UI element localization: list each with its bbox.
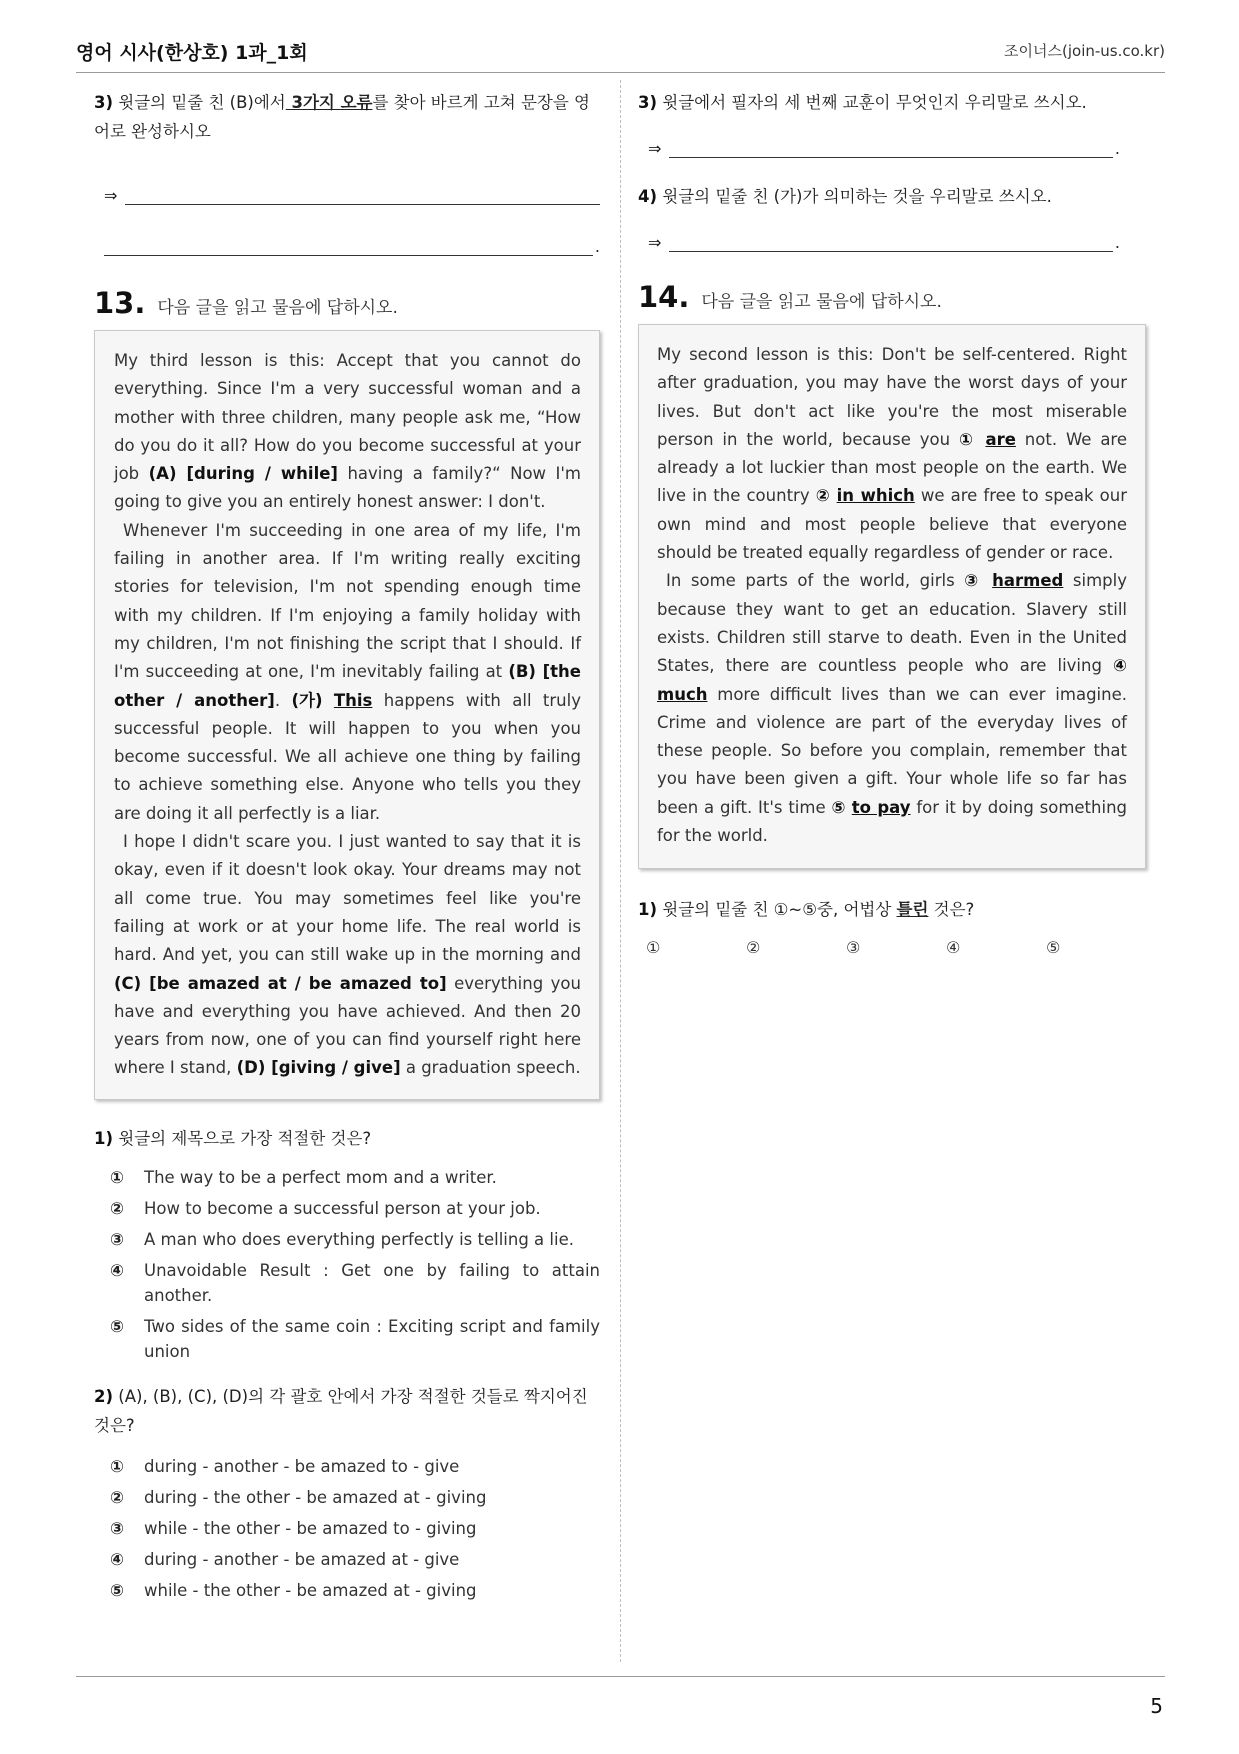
answer-period: . xyxy=(1114,139,1120,158)
question-3-prev xyxy=(94,88,600,146)
answer-line-4[interactable] xyxy=(648,231,1120,252)
question-text: 윗글의 밑줄 친 (B)에서 xyxy=(113,93,286,112)
choices-13-2 xyxy=(110,1454,600,1603)
choice-2[interactable]: ② How to become a successful person at your job. xyxy=(110,1198,541,1218)
question-number: 3) xyxy=(94,93,114,112)
choices-13-1 xyxy=(110,1165,600,1364)
question-13-4 xyxy=(638,182,1146,211)
answer-line-3[interactable] xyxy=(648,137,1120,158)
question-text: 윗글의 밑줄 친 ①~⑤중, 어법상 xyxy=(657,900,897,920)
choices-14-1 xyxy=(646,938,1146,957)
question-13-1 xyxy=(94,1124,600,1153)
passage-14 xyxy=(638,324,1146,869)
question-13-header xyxy=(94,286,600,320)
passage-paragraph-2: Whenever I'm succeeding in one area of my life, I'm failing in another area. If I'm writing really exciting stories for television, I'm not spending enough time with my children. If I'm enjoying a family holiday with my children, I'm not finishing the script that I should. If I'm succeeding at one, I'm inevitably failing at (B) [the other / another]. (가) This happens with all truly successful people. It will happen to you when you become successful. We all achieve one thing by failing to achieve something else. Anyone who tells you they are doing it all perfectly is a liar. xyxy=(114,520,581,823)
underlined-word-5: to pay xyxy=(851,797,911,817)
marker-ga: (가) xyxy=(291,690,323,710)
circled-1-icon: ① xyxy=(958,429,977,449)
question-text: (A), (B), (C), (D)의 각 괄호 안에서 가장 적절한 것들로 짝지어진 것은? xyxy=(94,1386,588,1435)
arrow-icon: ⇒ xyxy=(648,139,662,158)
arrow-icon: ⇒ xyxy=(648,233,662,252)
underlined-word-4: much xyxy=(657,684,708,704)
choice-3[interactable]: ③ A man who does everything perfectly is telling a lie. xyxy=(110,1229,574,1249)
question-14-header xyxy=(638,280,1146,314)
circled-5-icon: ⑤ xyxy=(831,797,846,817)
question-13-3 xyxy=(638,88,1146,117)
choice-4[interactable]: ④ xyxy=(946,938,961,958)
answer-blank[interactable] xyxy=(669,137,1113,158)
passage-paragraph-2: In some parts of the world, girls ③ harmed simply because they want to get an education. Slavery still exists. Children still starve to death. Even in the United States, there are countless people who are living ④ much more difficult lives than we can ever imagine. Crime and violence are part of the everyday lives of these people. So before you complain, remember that you have been given a gift. Your whole life so far has been a gift. It's time ⑤ to pay for it by doing something for the world. xyxy=(657,571,1127,846)
blank-C: (C) [be amazed at / be amazed to] xyxy=(114,973,447,993)
blank-A: (A) [during / while] xyxy=(148,464,338,484)
circled-2-icon: ② xyxy=(815,486,831,506)
question-number: 4) xyxy=(638,187,658,206)
right-column xyxy=(638,88,1146,957)
answer-period: . xyxy=(594,237,600,256)
question-number: 2) xyxy=(94,1386,114,1406)
underlined-word-3: harmed xyxy=(992,571,1064,591)
underlined-this: This xyxy=(333,690,373,710)
choice-3[interactable]: ③ xyxy=(846,938,861,958)
choice-1[interactable]: ① The way to be a perfect mom and a writer. xyxy=(110,1167,497,1187)
passage-13 xyxy=(94,330,600,1100)
site-name: 조이너스(join-us.co.kr) xyxy=(1004,42,1165,60)
underlined-word-1: are xyxy=(985,429,1016,449)
circled-3-icon: ③ xyxy=(964,571,983,591)
answer-line-1[interactable] xyxy=(104,184,600,205)
question-number-13: 13. xyxy=(94,286,146,320)
passage-paragraph-1: My second lesson is this: Don't be self-centered. Right after graduation, you may have the worst days of your lives. But don't act like you're the most miserable person in the world, because you ① are not. We are already a lot luckier than most people on the earth. We live in the country ② in which we are free to speak our own mind and most people believe that everyone should be treated equally regardless of gender or race. xyxy=(657,345,1128,563)
footer-line xyxy=(76,1676,1165,1677)
question-text: 윗글의 밑줄 친 (가)가 의미하는 것을 우리말로 쓰시오. xyxy=(657,187,1052,206)
choice-5[interactable]: ⑤ Two sides of the same coin : Exciting script and family union xyxy=(110,1316,600,1361)
page-header xyxy=(76,38,1165,73)
choice-3[interactable]: ③ while - the other - be amazed to - giving xyxy=(110,1518,477,1538)
question-text-end: 를 찾아 바르게 고쳐 문장을 영어로 완성하시오 xyxy=(94,93,590,141)
answer-blank[interactable] xyxy=(125,184,600,205)
choice-1[interactable]: ① xyxy=(646,938,661,958)
question-14-1 xyxy=(638,895,1146,924)
choice-2[interactable]: ② during - the other - be amazed at - giving xyxy=(110,1487,487,1507)
choice-4[interactable]: ④ Unavoidable Result : Get one by failing to attain another. xyxy=(110,1260,600,1305)
emphasis-text: 틀린 xyxy=(896,900,929,920)
circled-4-icon: ④ xyxy=(1113,656,1127,676)
question-number: 3) xyxy=(638,93,658,112)
question-number: 1) xyxy=(638,900,658,920)
passage-paragraph-1: My third lesson is this: Accept that you cannot do everything. Since I'm a very successful woman and a mother with three children, many people ask me, “How do you do it all? How do you become successful at your job (A) [during / while] having a family?“ Now I'm going to give you an entirely honest answer: I don't. xyxy=(114,351,581,512)
question-text: 윗글의 제목으로 가장 적절한 것은? xyxy=(113,1128,372,1148)
page-number: 5 xyxy=(1150,1694,1163,1718)
column-divider xyxy=(620,80,621,1662)
question-number: 1) xyxy=(94,1128,114,1148)
instruction-text: 다음 글을 읽고 물음에 답하시오. xyxy=(701,292,942,312)
question-text-end: 것은? xyxy=(928,900,975,920)
answer-blank[interactable] xyxy=(669,231,1113,252)
choice-5[interactable]: ⑤ xyxy=(1046,938,1061,958)
blank-B: (B) [the other / another] xyxy=(114,662,581,710)
choice-4[interactable]: ④ during - another - be amazed at - give xyxy=(110,1549,460,1569)
arrow-icon: ⇒ xyxy=(104,186,118,205)
question-text: 윗글에서 필자의 세 번째 교훈이 무엇인지 우리말로 쓰시오. xyxy=(657,93,1087,112)
passage-paragraph-3: I hope I didn't scare you. I just wanted to say that it is okay, even if it doesn't look okay. Your dreams may not all come true. You may sometimes feel like you're failing at work or at your home life. The real world is hard. And yet, you can still wake up in the morning and (C) [be amazed at / be amazed to] everything you have and everything you have achieved. And then 20 years from now, one of you can find yourself right here where I stand, (D) [giving / give] a graduation speech. xyxy=(114,832,581,1078)
question-13-2 xyxy=(94,1382,600,1440)
choice-1[interactable]: ① during - another - be amazed to - give xyxy=(110,1456,460,1476)
instruction-text: 다음 글을 읽고 물음에 답하시오. xyxy=(157,298,398,318)
choice-5[interactable]: ⑤ while - the other - be amazed at - giving xyxy=(110,1580,477,1600)
answer-line-2[interactable] xyxy=(104,235,600,256)
emphasis-text: 3가지 오류 xyxy=(285,93,373,112)
answer-blank[interactable] xyxy=(104,235,593,256)
question-number-14: 14. xyxy=(638,280,690,314)
underlined-word-2: in which xyxy=(836,486,915,506)
answer-period: . xyxy=(1114,233,1120,252)
document-title: 영어 시사(한상호) 1과_1회 xyxy=(76,42,308,64)
choice-2[interactable]: ② xyxy=(746,938,761,958)
blank-D: (D) [giving / give] xyxy=(236,1058,401,1078)
left-column xyxy=(94,88,600,1609)
